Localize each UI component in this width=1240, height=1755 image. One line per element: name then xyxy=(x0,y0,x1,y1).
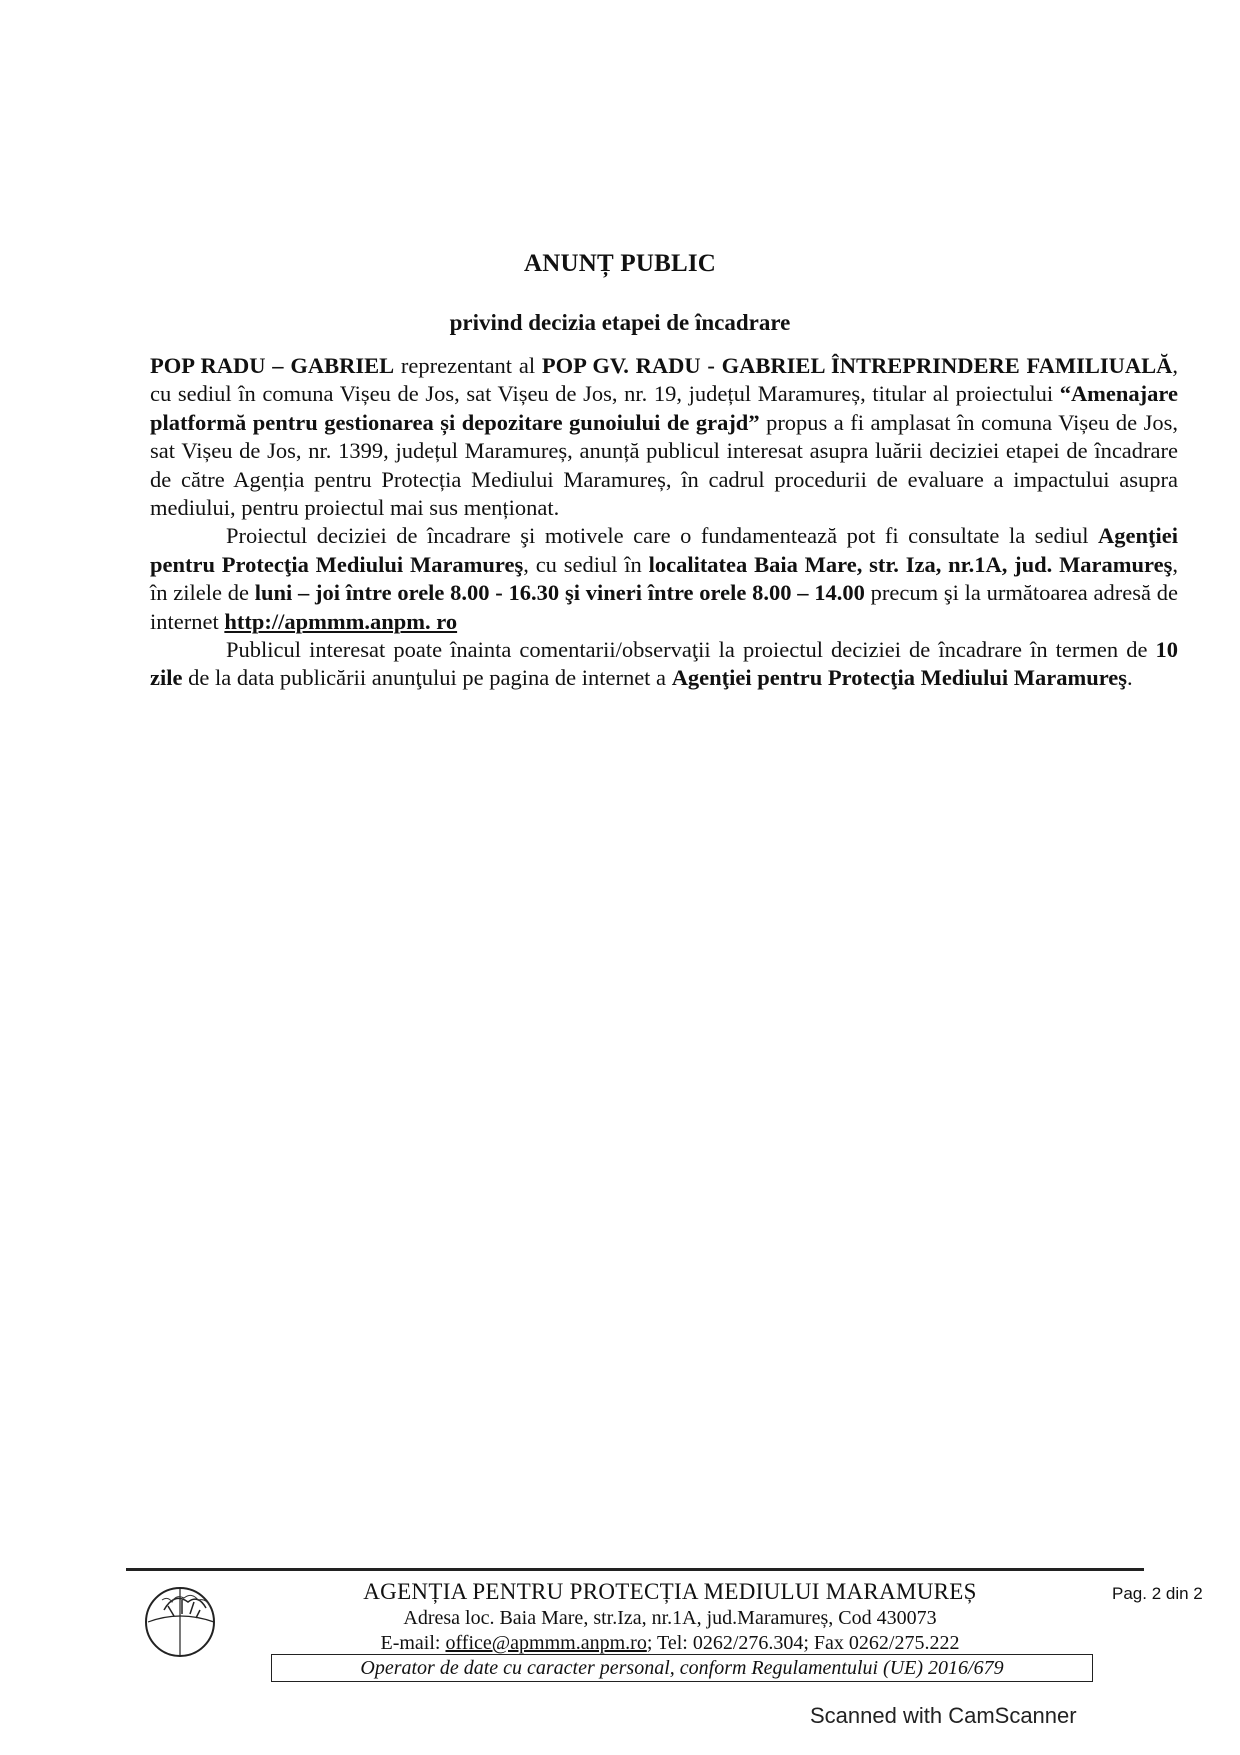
text-span: , în zilele de xyxy=(150,551,1178,606)
footer-contact xyxy=(230,1631,1110,1656)
company-name: POP GV. RADU - GABRIEL ÎNTREPRINDERE FAMILIUALĂ xyxy=(541,353,1173,378)
scanner-watermark: Scanned with CamScanner xyxy=(810,1703,1077,1728)
deadline-days: 10 zile xyxy=(150,637,1178,691)
email-link[interactable]: office@apmmm.anpm.ro xyxy=(445,1632,647,1654)
page-number: Pag. 2 din 2 xyxy=(1112,1584,1203,1603)
text-span: Publicul interesat poate înainta comentarii/observaţii la proiectul deciziei de încadrare în termen de xyxy=(226,637,1156,663)
footer-address: Adresa loc. Baia Mare, str.Iza, nr.1A, jud.Maramureș, Cod 430073 xyxy=(403,1607,937,1629)
footer-info xyxy=(230,1578,1110,1656)
text-span: , cu sediul în xyxy=(523,551,649,577)
page-title: ANUNȚ PUBLIC xyxy=(524,250,716,277)
applicant-name: POP RADU – GABRIEL xyxy=(150,353,395,378)
agency-name: Agenţiei pentru Protecţia Mediului Maramureş xyxy=(150,523,1178,577)
agency-address: localitatea Baia Mare, str. Iza, nr.1A, jud. Maramureş xyxy=(648,551,1173,577)
text-span: precum şi la următoarea adresă de internet xyxy=(150,580,1178,634)
announcement-body xyxy=(150,352,1178,693)
text-span: de la data publicării anunţului pe pagina de internet a xyxy=(182,665,672,691)
project-name: “Amenajare platformă pentru gestionarea și depozitare gunoiului de grajd” xyxy=(150,381,1178,435)
text-span: . xyxy=(1127,665,1133,691)
operator-notice: Operator de date cu caracter personal, conform Regulamentului (UE) 2016/679 xyxy=(271,1654,1093,1682)
paragraph-3 xyxy=(150,636,1178,693)
footer-divider xyxy=(126,1568,1144,1571)
email-label: E-mail: xyxy=(380,1632,446,1654)
office-hours: luni – joi între orele 8.00 - 16.30 şi vineri între orele 8.00 – 14.00 xyxy=(254,580,865,606)
footer-agency-name: AGENȚIA PENTRU PROTECȚIA MEDIULUI MARAMUREȘ xyxy=(363,1579,977,1604)
text-span: reprezentant al xyxy=(394,353,542,378)
agency-logo-icon xyxy=(138,1580,228,1660)
text-span: propus a fi amplasat în comuna Vișeu de Jos, sat Vișeu de Jos, nr. 1399, județul Maramureș, anunță publicul interesat asupra luării deciziei etapei de încadrare de către Agenția pentru Protecția Mediului Maramureș, în cadrul procedurii de evaluare a impactului asupra mediului, pentru proiectul mai sus menționat. xyxy=(150,409,1178,521)
phone-fax: ; Tel: 0262/276.304; Fax 0262/275.222 xyxy=(646,1632,960,1654)
agency-name: Agenţiei pentru Protecţia Mediului Maramureş xyxy=(671,665,1128,691)
text-span: , cu sediul în comuna Vișeu de Jos, sat Vișeu de Jos, nr. 19, județul Maramureș, titular al proiectului xyxy=(150,353,1178,407)
paragraph-1 xyxy=(150,352,1178,522)
paragraph-2 xyxy=(150,522,1178,636)
text-span: Proiectul deciziei de încadrare şi motivele care o fundamentează pot fi consultate la sediul xyxy=(226,523,1099,549)
website-link[interactable]: http://apmmm.anpm. ro xyxy=(224,608,458,634)
page-subtitle: privind decizia etapei de încadrare xyxy=(449,310,791,335)
